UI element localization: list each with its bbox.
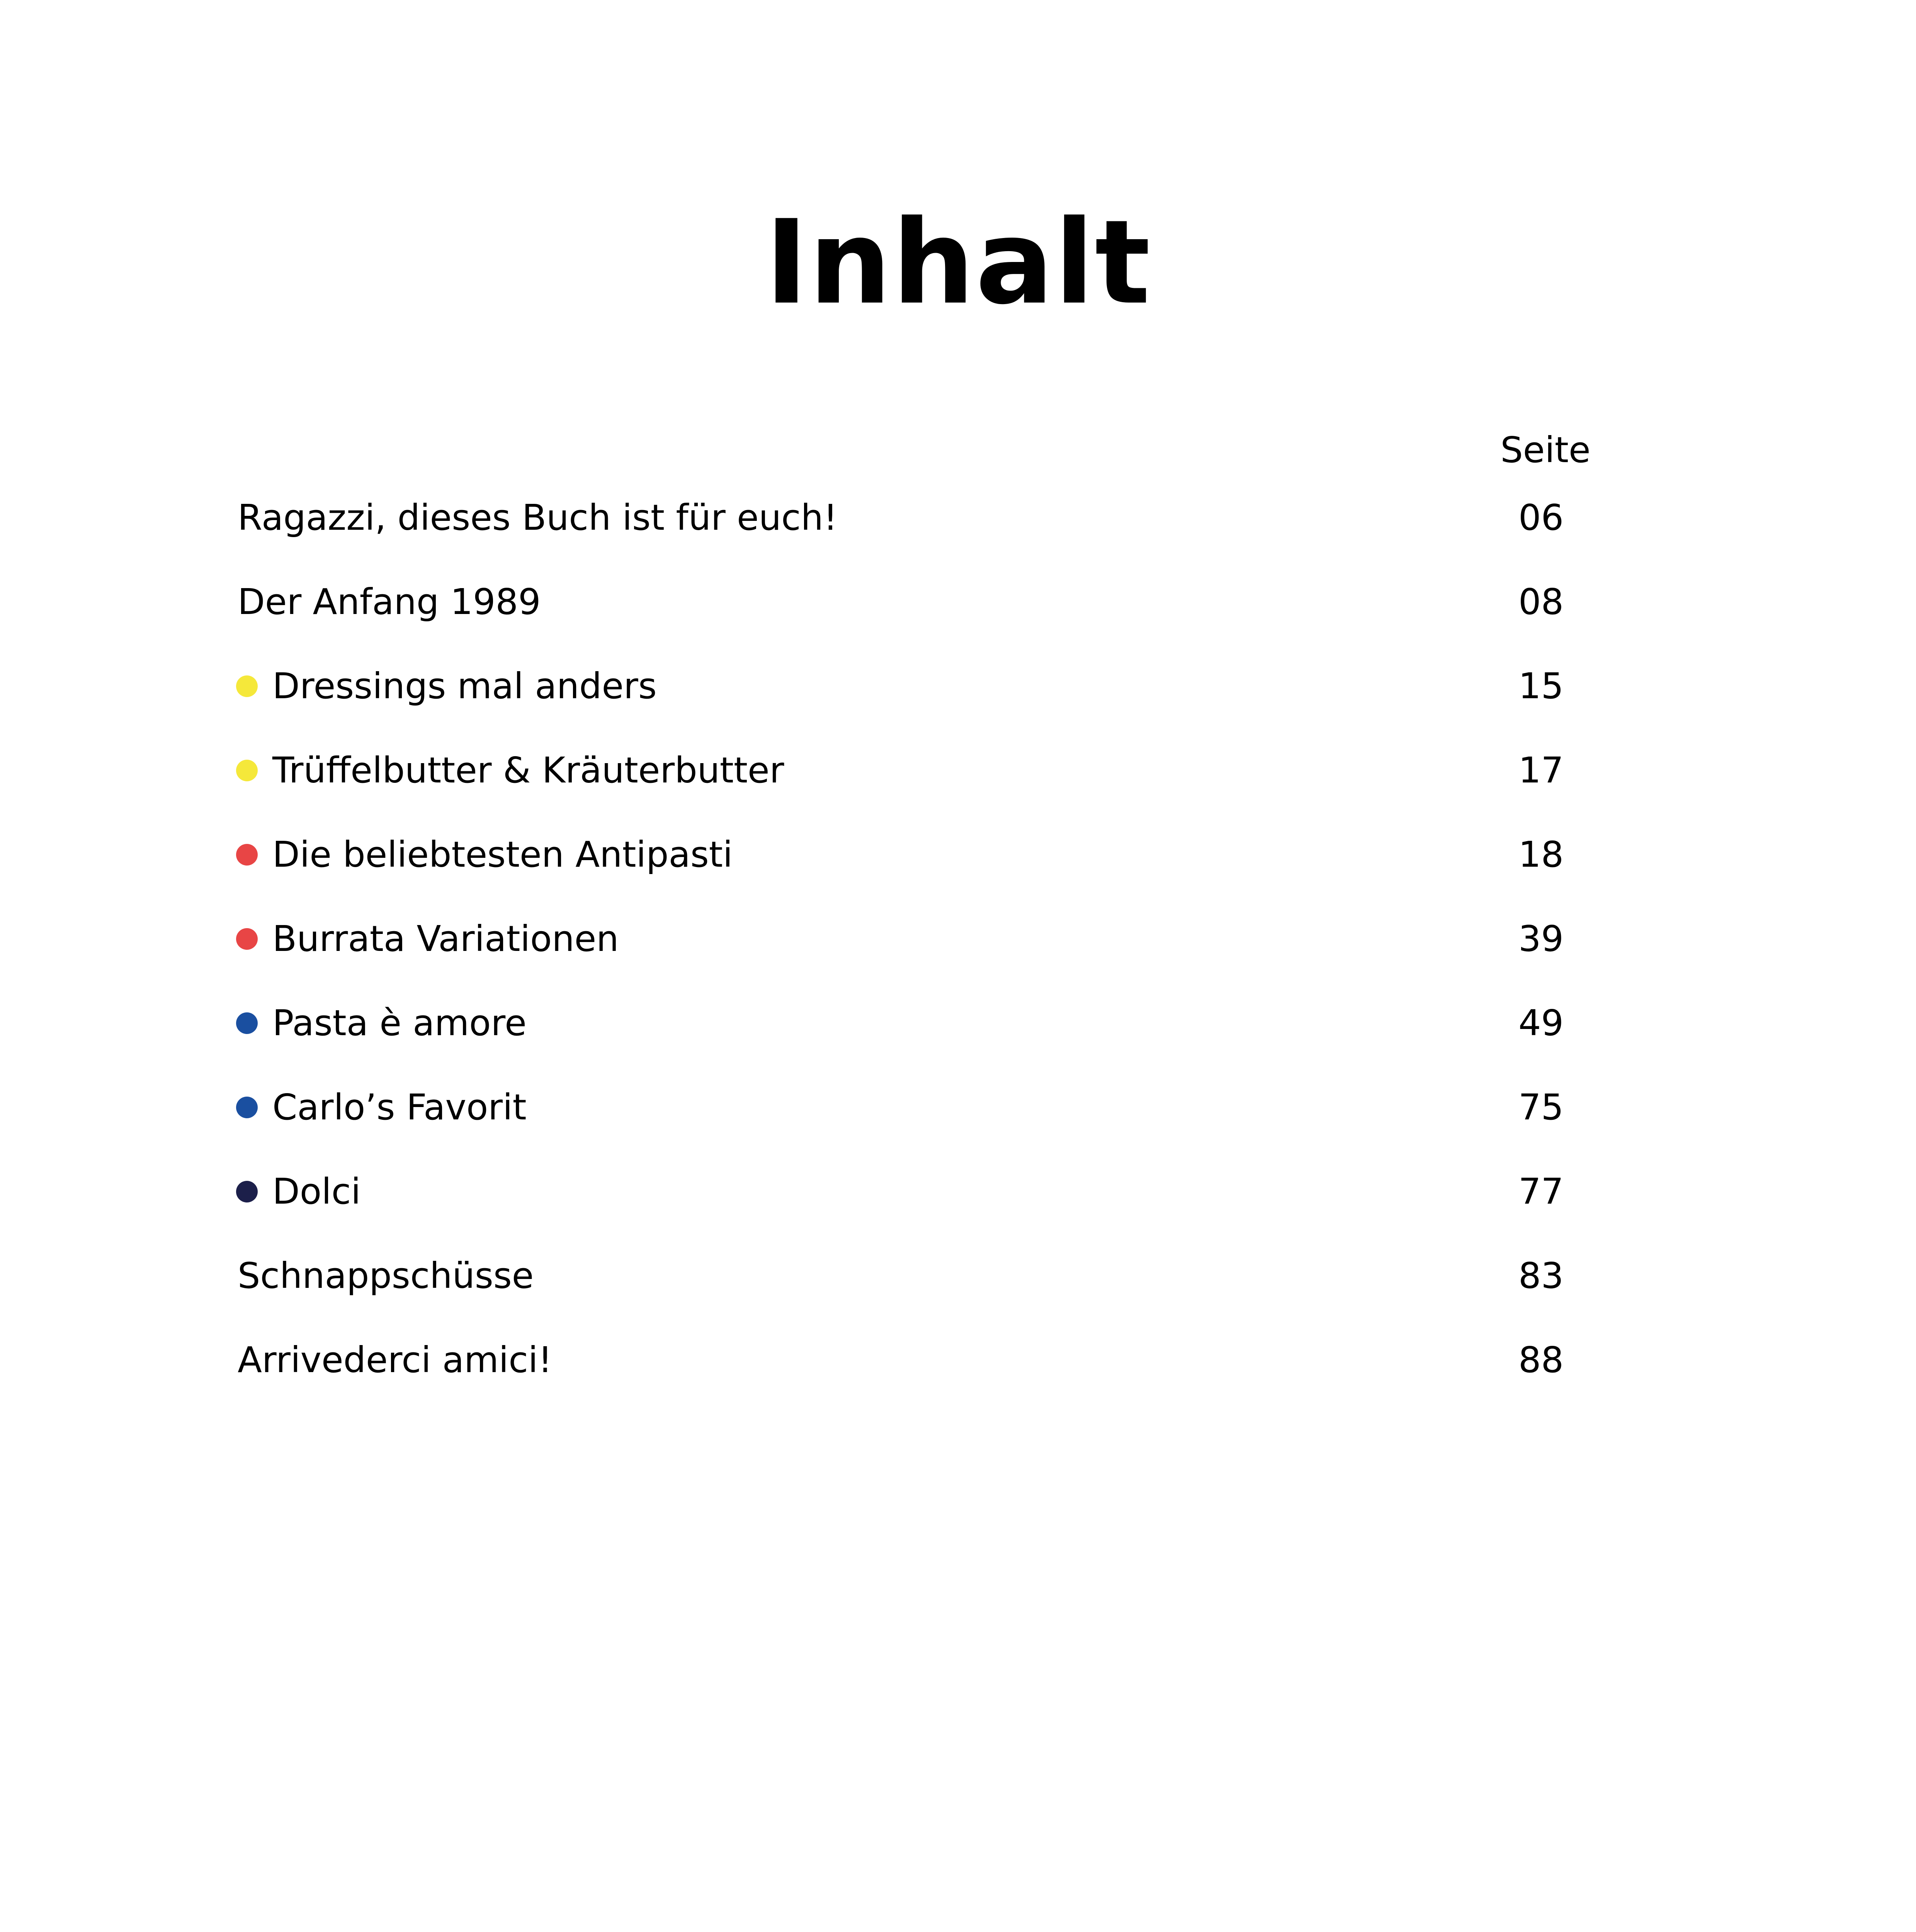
toc-entry[interactable] <box>0 1237 1916 1315</box>
section-color-dot-icon <box>236 760 258 781</box>
toc-entry-label: Ragazzi, dieses Buch ist für euch! <box>238 497 838 538</box>
toc-entry-label: Dressings mal anders <box>272 665 657 707</box>
toc-entry[interactable] <box>0 985 1916 1062</box>
section-color-dot-icon <box>236 1012 258 1034</box>
toc-entry-label: Carlo’s Favorit <box>272 1087 527 1128</box>
toc-entry[interactable] <box>0 1069 1916 1146</box>
toc-entry-page: 18 <box>1518 834 1564 875</box>
toc-entry-label: Der Anfang 1989 <box>238 581 541 622</box>
toc-entry[interactable] <box>0 1153 1916 1230</box>
toc-entry-label: Schnappschüsse <box>238 1255 534 1296</box>
toc-entry[interactable] <box>0 563 1916 641</box>
toc-entry-page: 88 <box>1518 1339 1564 1381</box>
section-color-dot-icon <box>236 844 258 866</box>
section-color-dot-icon <box>236 675 258 697</box>
toc-entry[interactable] <box>0 900 1916 978</box>
toc-entry-page: 06 <box>1518 497 1564 538</box>
section-color-dot-icon <box>236 928 258 950</box>
toc-entry[interactable] <box>0 816 1916 893</box>
section-color-dot-icon <box>236 1181 258 1202</box>
page-title: Inhalt <box>765 195 1151 330</box>
toc-entry-page: 39 <box>1518 918 1564 959</box>
toc-entry-page: 75 <box>1518 1087 1564 1128</box>
toc-entry-label: Die beliebtesten Antipasti <box>272 834 733 875</box>
toc-entry-page: 83 <box>1518 1255 1564 1296</box>
toc-entry-label: Trüffelbutter & Kräuterbutter <box>272 750 784 791</box>
toc-entry-label: Burrata Variationen <box>272 918 619 959</box>
toc-entry[interactable] <box>0 479 1916 556</box>
toc-entry[interactable] <box>0 648 1916 725</box>
page-column-header: Seite <box>1500 429 1591 471</box>
toc-entry-label: Pasta è amore <box>272 1002 527 1044</box>
section-color-dot-icon <box>236 1097 258 1118</box>
toc-entry-page: 49 <box>1518 1002 1564 1044</box>
toc-entry-label: Dolci <box>272 1171 361 1212</box>
toc-entry-page: 17 <box>1518 750 1564 791</box>
toc-entry-page: 08 <box>1518 581 1564 622</box>
toc-entry-page: 77 <box>1518 1171 1564 1212</box>
toc-entry-page: 15 <box>1518 665 1564 707</box>
toc-entry[interactable] <box>0 732 1916 809</box>
toc-entry[interactable] <box>0 1321 1916 1399</box>
toc-entry-label: Arrivederci amici! <box>238 1339 553 1381</box>
